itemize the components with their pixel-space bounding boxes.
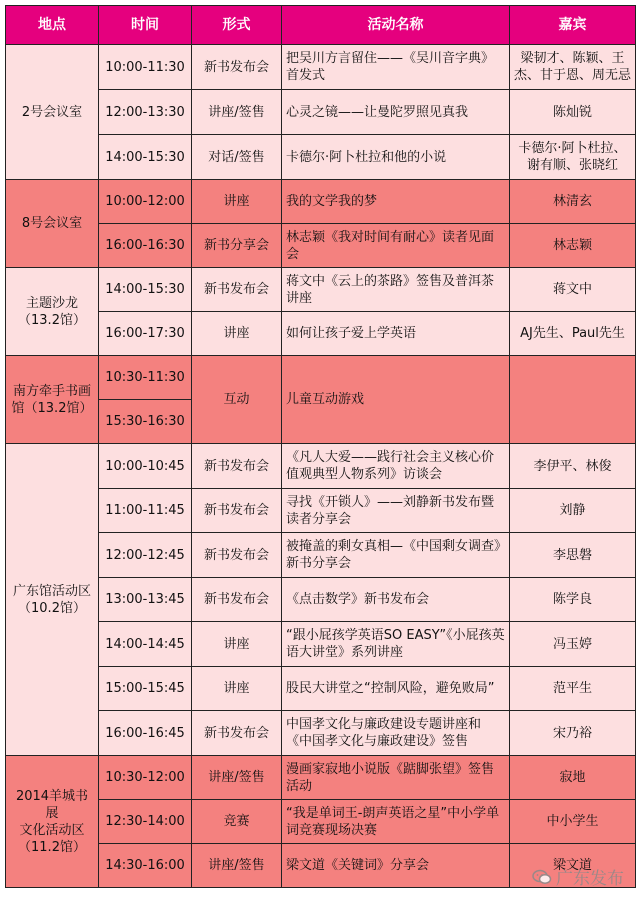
table-row (6, 489, 636, 533)
location-cell: 2号会议室 (6, 45, 99, 180)
time-cell: 16:00-17:30 (99, 312, 192, 356)
format-cell: 新书发布会 (192, 268, 282, 312)
guest-cell: AJ先生、Paul先生 (510, 312, 636, 356)
guest-cell: 寂地 (510, 756, 636, 800)
event-name-cell: “我是单词王-朗声英语之星”中小学单词竞赛现场决赛 (282, 800, 510, 844)
event-name-cell: 被掩盖的剩女真相—《中国剩女调查》新书分享会 (282, 533, 510, 578)
format-cell: 讲座 (192, 180, 282, 224)
time-cell: 15:30-16:30 (99, 400, 192, 444)
guest-cell: 梁文道 (510, 844, 636, 888)
guest-cell: 蒋文中 (510, 268, 636, 312)
watermark-text: 广东发布 (556, 869, 624, 889)
event-name-cell: 《点击数学》新书发布会 (282, 578, 510, 622)
event-name-cell: 我的文学我的梦 (282, 180, 510, 224)
guest-cell: 宋乃裕 (510, 711, 636, 756)
format-cell: 新书发布会 (192, 578, 282, 622)
header-location: 地点 (6, 6, 99, 45)
time-cell: 13:00-13:45 (99, 578, 192, 622)
event-name-cell: 《凡人大爱——践行社会主义核心价值观典型人物系列》访谈会 (282, 444, 510, 489)
table-row (6, 800, 636, 844)
time-cell: 10:30-11:30 (99, 356, 192, 400)
location-line: 主题沙龙 (25, 295, 78, 311)
location-cell (6, 444, 99, 756)
format-cell: 讲座/签售 (192, 756, 282, 800)
location-cell (6, 756, 99, 888)
location-line: 广东馆活动区 (12, 583, 91, 599)
format-cell: 竞赛 (192, 800, 282, 844)
event-name-cell: 林志颖《我对时间有耐心》读者见面会 (282, 224, 510, 268)
format-cell: 互动 (192, 356, 282, 444)
header-format: 形式 (192, 6, 282, 45)
guest-cell: 陈学良 (510, 578, 636, 622)
format-cell: 新书发布会 (192, 444, 282, 489)
table-row (6, 444, 636, 489)
location-line: 文化活动区 (19, 822, 85, 838)
location-line: （10.2馆） (18, 600, 86, 616)
guest-cell: 李思磐 (510, 533, 636, 578)
event-name-cell: 心灵之镜——让曼陀罗照见真我 (282, 90, 510, 135)
format-cell: 讲座/签售 (192, 844, 282, 888)
schedule-table (5, 5, 636, 888)
table-row (6, 135, 636, 180)
table-row (6, 756, 636, 800)
time-cell: 10:00-11:30 (99, 45, 192, 90)
time-cell: 12:00-12:45 (99, 533, 192, 578)
header-row (6, 6, 636, 45)
guest-cell: 中小学生 (510, 800, 636, 844)
location-line: （13.2馆） (18, 312, 86, 328)
time-cell: 14:00-14:45 (99, 622, 192, 667)
format-cell: 讲座/签售 (192, 90, 282, 135)
format-cell: 讲座 (192, 312, 282, 356)
location-line: （11.2馆） (18, 839, 86, 855)
location-cell: 8号会议室 (6, 180, 99, 268)
event-name-cell: 梁文道《关键词》分享会 (282, 844, 510, 888)
time-cell: 12:00-13:30 (99, 90, 192, 135)
location-cell (6, 268, 99, 356)
time-cell: 10:00-12:00 (99, 180, 192, 224)
guest-cell: 卡德尔·阿卜杜拉、谢有顺、张晓红 (510, 135, 636, 180)
format-cell: 新书分享会 (192, 224, 282, 268)
event-name-cell: 股民大讲堂之“控制风险，避免败局” (282, 667, 510, 711)
time-cell: 16:00-16:45 (99, 711, 192, 756)
watermark (532, 864, 624, 889)
location-line: 馆（13.2馆） (11, 400, 93, 416)
event-name-cell: 蒋文中《云上的茶路》签售及普洱茶讲座 (282, 268, 510, 312)
table-row (6, 180, 636, 224)
time-cell: 12:30-14:00 (99, 800, 192, 844)
table-row (6, 224, 636, 268)
table-row (6, 533, 636, 578)
format-cell: 对话/签售 (192, 135, 282, 180)
table-row (6, 45, 636, 90)
guest-cell (510, 356, 636, 444)
event-name-cell: 中国孝文化与廉政建设专题讲座和《中国孝文化与廉政建设》签售 (282, 711, 510, 756)
table-row (6, 356, 636, 400)
table-row (6, 667, 636, 711)
wechat-icon (532, 869, 552, 885)
format-cell: 新书发布会 (192, 711, 282, 756)
event-name-cell: 卡德尔·阿卜杜拉和他的小说 (282, 135, 510, 180)
header-time: 时间 (99, 6, 192, 45)
table-row (6, 268, 636, 312)
time-cell: 16:00-16:30 (99, 224, 192, 268)
event-name-cell: 儿童互动游戏 (282, 356, 510, 444)
format-cell: 新书发布会 (192, 489, 282, 533)
guest-cell: 冯玉婷 (510, 622, 636, 667)
location-cell (6, 356, 99, 444)
format-cell: 讲座 (192, 622, 282, 667)
event-name-cell: 如何让孩子爱上学英语 (282, 312, 510, 356)
header-event-name: 活动名称 (282, 6, 510, 45)
time-cell: 14:00-15:30 (99, 135, 192, 180)
guest-cell: 林清玄 (510, 180, 636, 224)
guest-cell: 刘静 (510, 489, 636, 533)
table-row (6, 622, 636, 667)
event-name-cell: 把吴川方言留住——《吴川音字典》首发式 (282, 45, 510, 90)
guest-cell: 梁韧才、陈颖、王杰、甘于恩、周无忌 (510, 45, 636, 90)
event-name-cell: “跟小屁孩学英语SO EASY”《小屁孩英语大讲堂》系列讲座 (282, 622, 510, 667)
time-cell: 14:00-15:30 (99, 268, 192, 312)
time-cell: 14:30-16:00 (99, 844, 192, 888)
time-cell: 15:00-15:45 (99, 667, 192, 711)
location-line: 2014羊城书展 (15, 788, 89, 821)
location-line: 南方牵手书画 (12, 383, 91, 399)
format-cell: 讲座 (192, 667, 282, 711)
guest-cell: 陈灿锐 (510, 90, 636, 135)
event-name-cell: 寻找《开锁人》——刘静新书发布暨读者分享会 (282, 489, 510, 533)
table-row (6, 711, 636, 756)
guest-cell: 林志颖 (510, 224, 636, 268)
time-cell: 10:00-10:45 (99, 444, 192, 489)
time-cell: 10:30-12:00 (99, 756, 192, 800)
table-row (6, 312, 636, 356)
event-name-cell: 漫画家寂地小说版《踮脚张望》签售活动 (282, 756, 510, 800)
table-row (6, 578, 636, 622)
guest-cell: 李伊平、林俊 (510, 444, 636, 489)
guest-cell: 范平生 (510, 667, 636, 711)
format-cell: 新书发布会 (192, 45, 282, 90)
header-guest: 嘉宾 (510, 6, 636, 45)
format-cell: 新书发布会 (192, 533, 282, 578)
table-row (6, 90, 636, 135)
time-cell: 11:00-11:45 (99, 489, 192, 533)
